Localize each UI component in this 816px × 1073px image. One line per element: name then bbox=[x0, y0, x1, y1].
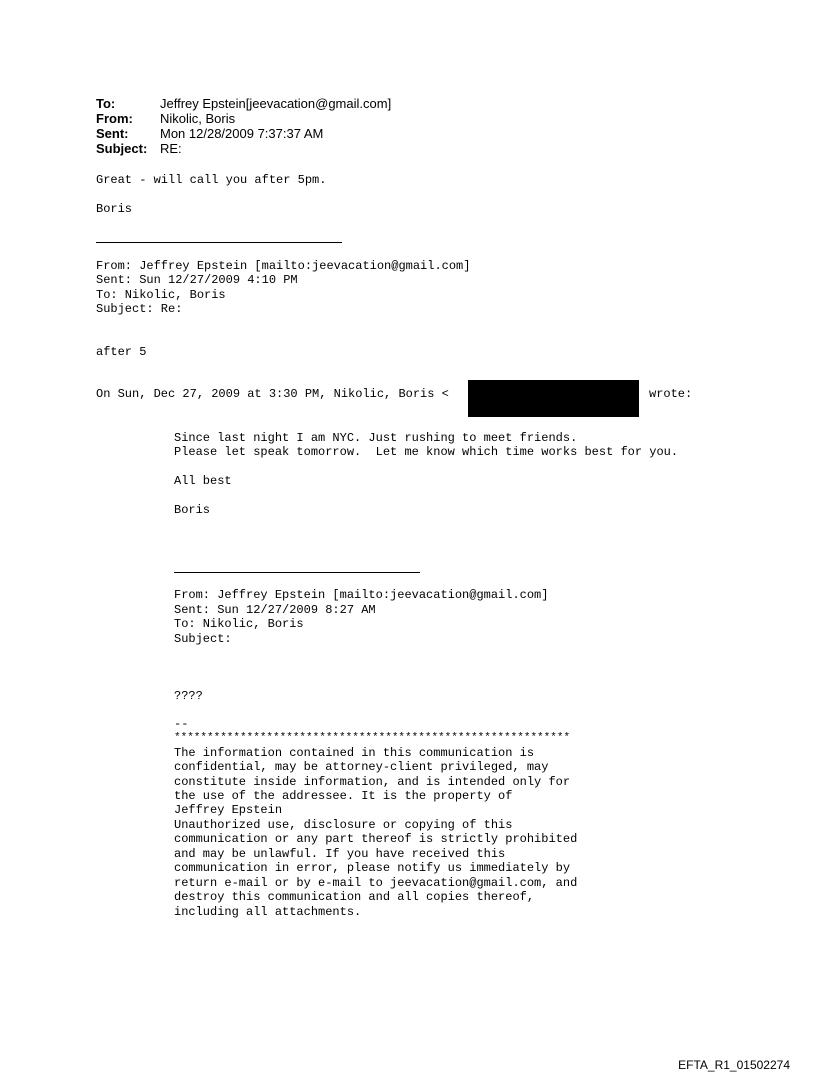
header-sent-row bbox=[96, 126, 391, 141]
quote1-body: after 5 bbox=[96, 345, 147, 359]
quote1-to: To: Nikolic, Boris bbox=[96, 288, 226, 302]
quote2-closing: All best bbox=[174, 474, 232, 488]
disclaimer-line: destroy this communication and all copies thereof, bbox=[174, 890, 535, 904]
to-value: Jeffrey Epstein[jeevacation@gmail.com] bbox=[160, 96, 392, 111]
quote3-sent: Sent: Sun 12/27/2009 8:27 AM bbox=[174, 603, 376, 617]
header-from-row bbox=[96, 111, 391, 126]
disclaimer-line: and may be unlawful. If you have received this bbox=[174, 847, 506, 861]
disclaimer-line: constitute inside information, and is intended only for bbox=[174, 775, 571, 789]
quote1-sent: Sent: Sun 12/27/2009 4:10 PM bbox=[96, 273, 298, 287]
quote3-to: To: Nikolic, Boris bbox=[174, 617, 304, 631]
disclaimer-line: Jeffrey Epstein bbox=[174, 803, 283, 817]
disclaimer-line: return e-mail or by e-mail to jeevacation@gmail.com, and bbox=[174, 876, 578, 890]
quote2-line2: Please let speak tomorrow. Let me know which time works best for you. bbox=[174, 445, 679, 459]
disclaimer-line: communication in error, please notify us immediately by bbox=[174, 861, 571, 875]
signature-stars: ************************************************************ bbox=[174, 732, 571, 744]
disclaimer-line: Unauthorized use, disclosure or copying of this bbox=[174, 818, 513, 832]
document-id: EFTA_R1_01502274 bbox=[678, 1058, 790, 1072]
disclaimer-line: the use of the addressee. It is the property of bbox=[174, 789, 513, 803]
quote2-signature: Boris bbox=[174, 503, 211, 517]
quote2-line1: Since last night I am NYC. Just rushing to meet friends. bbox=[174, 431, 578, 445]
reply-signature: Boris bbox=[96, 202, 133, 216]
quote1-subject: Subject: Re: bbox=[96, 302, 183, 316]
from-label: From: bbox=[96, 111, 133, 126]
reply-body: Great - will call you after 5pm. bbox=[96, 173, 327, 187]
quote1-from: From: Jeffrey Epstein [mailto:jeevacation@gmail.com] bbox=[96, 259, 471, 273]
signature-dashes: -- bbox=[174, 717, 189, 731]
attribution-prefix: On Sun, Dec 27, 2009 at 3:30 PM, Nikolic, Boris < bbox=[96, 387, 449, 401]
quote3-subject: Subject: bbox=[174, 632, 232, 646]
to-label: To: bbox=[96, 96, 116, 111]
sent-value: Mon 12/28/2009 7:37:37 AM bbox=[160, 126, 324, 141]
quote3-from: From: Jeffrey Epstein [mailto:jeevacation@gmail.com] bbox=[174, 588, 549, 602]
quote3-body: ???? bbox=[174, 689, 203, 703]
attribution-suffix: wrote: bbox=[649, 387, 693, 401]
sent-label: Sent: bbox=[96, 126, 129, 141]
email-header bbox=[96, 96, 391, 156]
disclaimer-line: confidential, may be attorney-client privileged, may bbox=[174, 760, 549, 774]
header-to-row bbox=[96, 96, 391, 111]
redaction-block bbox=[468, 380, 639, 417]
divider-rule-2 bbox=[174, 572, 420, 573]
disclaimer-line: including all attachments. bbox=[174, 905, 362, 919]
subject-label: Subject: bbox=[96, 141, 148, 156]
header-subject-row bbox=[96, 141, 391, 156]
divider-rule bbox=[96, 242, 342, 243]
from-value: Nikolic, Boris bbox=[160, 111, 236, 126]
disclaimer-line: The information contained in this communication is bbox=[174, 746, 535, 760]
subject-value: RE: bbox=[160, 141, 182, 156]
disclaimer-line: communication or any part thereof is strictly prohibited bbox=[174, 832, 578, 846]
